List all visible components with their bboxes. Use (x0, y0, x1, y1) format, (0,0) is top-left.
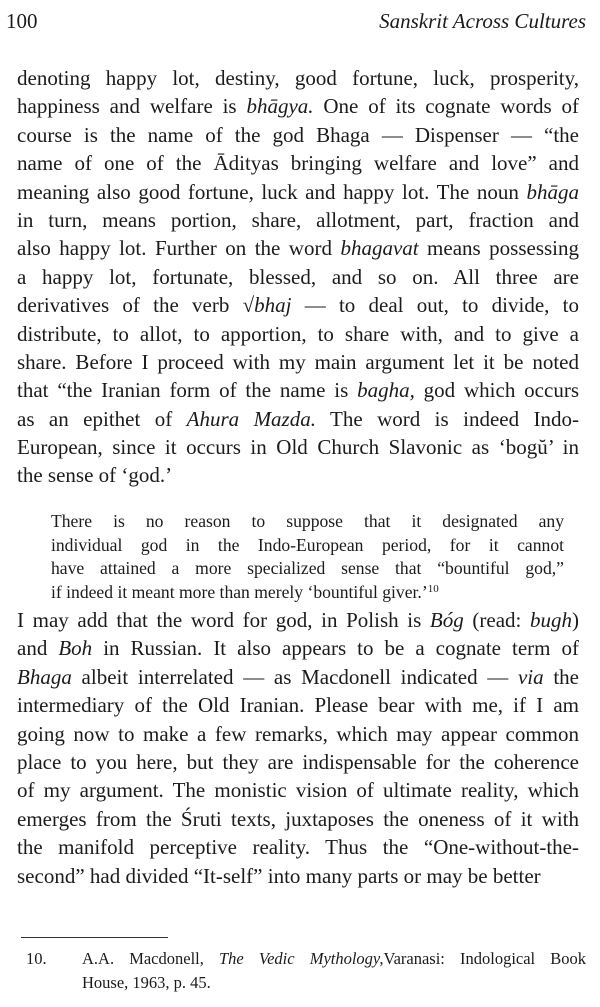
paragraph-2 (17, 606, 579, 890)
text-line: House, 1963, p. 45. (82, 973, 211, 992)
text-line: denoting happy lot, destiny, good fortune, luck, prosperity, (17, 66, 579, 90)
running-head-title: Sanskrit Across Cultures (379, 9, 586, 33)
text-line: that “the Iranian form of the name is bagha, god which occurs (17, 378, 579, 403)
text-line: in turn, means portion, share, allotment, part, fraction and (17, 207, 579, 232)
text-line: name of one of the Ādityas bringing welfare and love” and (17, 151, 579, 176)
text-line: have attained a more specialized sense that “bountiful god,” (51, 558, 564, 579)
text-line: intermediary of the Old Iranian. Please bear with me, if I am (17, 693, 579, 718)
text-line: individual god in the Indo-European period, for it cannot (51, 534, 564, 555)
text-line: happiness and welfare is bhāgya. One of its cognate words of (17, 94, 579, 119)
footnote-reference: 10 (427, 582, 439, 595)
text-line: and Boh in Russian. It also appears to be a cognate term of (17, 636, 579, 661)
text-line: derivatives of the verb √bhaj — to deal out, to divide, to (17, 293, 579, 318)
text-line: going now to make a few remarks, which may appear common (17, 721, 579, 746)
footnote-rule (21, 937, 168, 938)
text-line: I may add that the word for god, in Polish is Bóg (read: bugh) (17, 608, 579, 632)
footnote-number: 10. (26, 949, 47, 968)
paragraph-1 (17, 64, 579, 490)
text-line: second” had divided “It-self” into many parts or may be better (17, 863, 541, 888)
text-line: as an epithet of Ahura Mazda. The word is indeed Indo- (17, 406, 579, 431)
text-line: A.A. Macdonell, The Vedic Mythology,Varanasi: Indological Book (82, 949, 586, 968)
text-line: European, since it occurs in Old Church Slavonic as ‘bogŭ’ in (17, 435, 579, 460)
text-line: if indeed it meant more than merely ‘bountiful giver.’$^{10}$ (51, 581, 439, 602)
text-line: share. Before I proceed with my main argument let it be noted (17, 349, 579, 374)
text-line: course is the name of the god Bhaga — Dispenser — “the (17, 122, 579, 147)
page-number: 100 (6, 9, 38, 33)
text-line: a happy lot, fortunate, blessed, and so on. All three are (17, 264, 579, 289)
text-line: Bhaga albeit interrelated — as Macdonell indicated — via the (17, 664, 580, 689)
text-line: emerges from the Śruti texts, juxtaposes the oneness of it with (17, 806, 579, 831)
footnote-text (82, 947, 586, 995)
text-line: meaning also good fortune, luck and happy lot. The noun bhāga (17, 179, 579, 204)
text-line: the manifold perceptive reality. Thus the “One-without-the- (17, 835, 579, 860)
text-line: the sense of ‘god.’ (17, 463, 173, 488)
text-line: of my argument. The monistic vision of ultimate reality, which (17, 778, 579, 803)
text-line: There is no reason to suppose that it designated any (51, 511, 564, 531)
text-line: place to you here, but they are indispensable for the coherence (17, 749, 579, 774)
block-quote (51, 510, 564, 604)
text-line: also happy lot. Further on the word bhagavat means possessing (17, 236, 580, 261)
text-line: distribute, to allot, to apportion, to share with, and to give a (17, 321, 579, 346)
running-header (6, 6, 586, 36)
